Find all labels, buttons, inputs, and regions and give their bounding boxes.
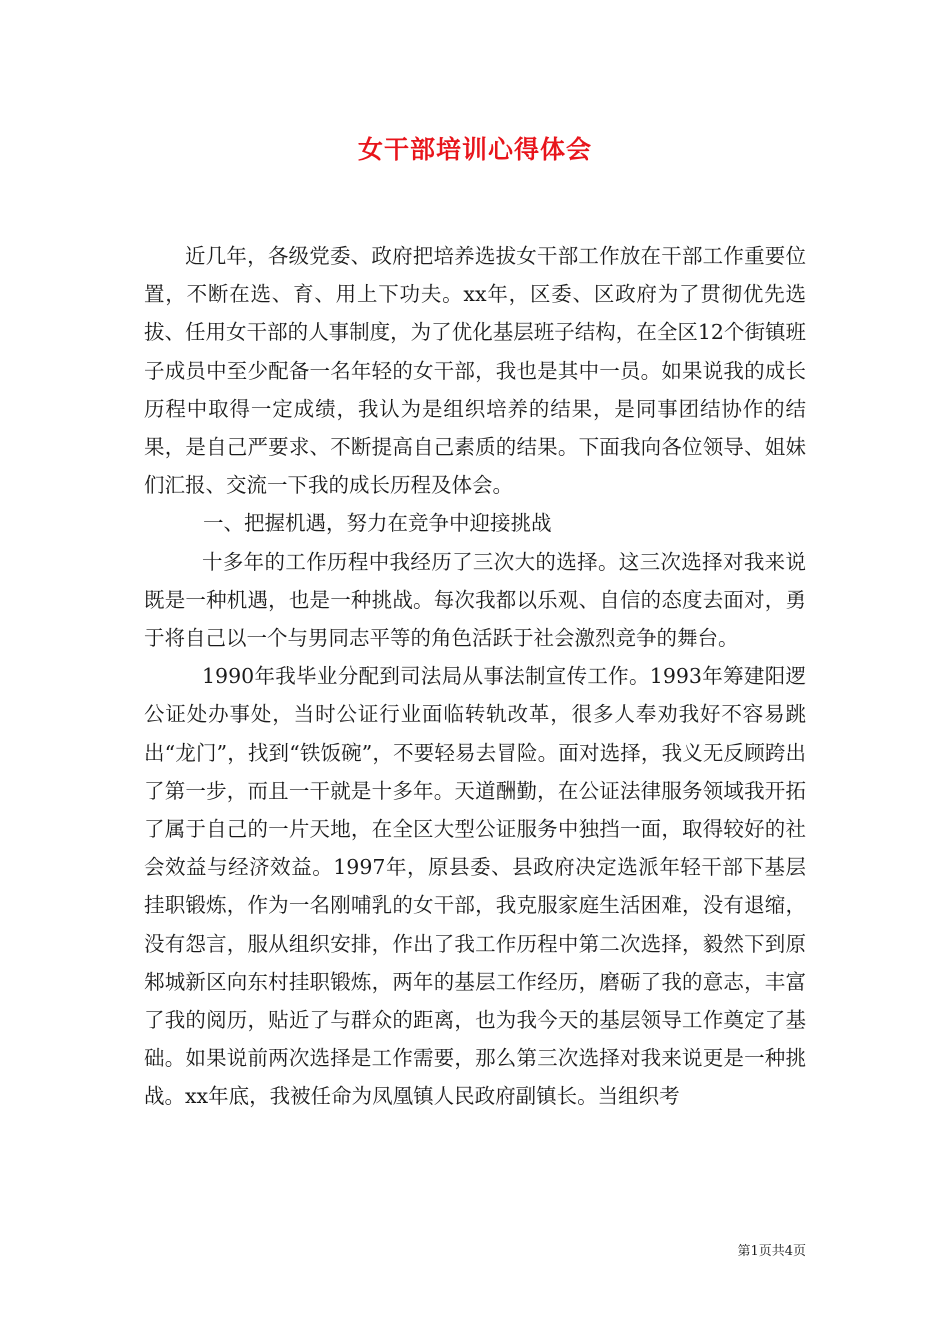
document-title: 女干部培训心得体会 <box>357 135 592 164</box>
paragraph-intro: 近几年，各级党委、政府把培养选拔女干部工作放在干部工作重要位置，不断在选、育、用上下功夫。xx年，区委、区政府为了贯彻优先选拔、任用女干部的人事制度，为了优化基层班子结构，在全区12个街镇班子成员中至少配备一名年轻的女干部，我也是其中一员。如果说我的成长历程中取得一定成绩，我认为是组织培养的结果，是同事团结协作的结果，是自己严要求、不断提高自己素质的结果。下面我向各位领导、姐妹们汇报、交流一下我的成长历程及体会。 <box>144 244 806 498</box>
document-body <box>144 237 806 1116</box>
page-number-footer: 第1页共4页 <box>737 1244 806 1259</box>
paragraph-choices: 十多年的工作历程中我经历了三次大的选择。这三次选择对我来说既是一种机遇，也是一种挑战。每次我都以乐观、自信的态度去面对，勇于将自己以一个与男同志平等的角色活跃于社会激烈竞争的舞台。 <box>144 549 806 651</box>
paragraph-history: 1990年我毕业分配到司法局从事法制宣传工作。1993年筹建阳逻公证处办事处，当时公证行业面临转轨改革，很多人奉劝我好不容易跳出“龙门”，找到“铁饭碗”，不要轻易去冒险。面对选择，我义无反顾跨出了第一步，而且一干就是十多年。天道酬勤，在公证法律服务领域我开拓了属于自己的一片天地，在全区大型公证服务中独挡一面，取得较好的社会效益与经济效益。1997年，原县委、县政府决定选派年轻干部下基层挂职锻炼，作为一名刚哺乳的女干部，我克服家庭生活困难，没有退缩，没有怨言，服从组织安排，作出了我工作历程中第二次选择，毅然下到原邾城新区向东村挂职锻炼，两年的基层工作经历，磨砺了我的意志，丰富了我的阅历，贴近了与群众的距离，也为我今天的基层领导工作奠定了基础。如果说前两次选择是工作需要，那么第三次选择对我来说更是一种挑战。xx年底，我被任命为凤凰镇人民政府副镇长。当组织考 <box>144 664 806 1109</box>
section-heading-1: 一、把握机遇，努力在竞争中迎接挑战 <box>203 511 552 536</box>
